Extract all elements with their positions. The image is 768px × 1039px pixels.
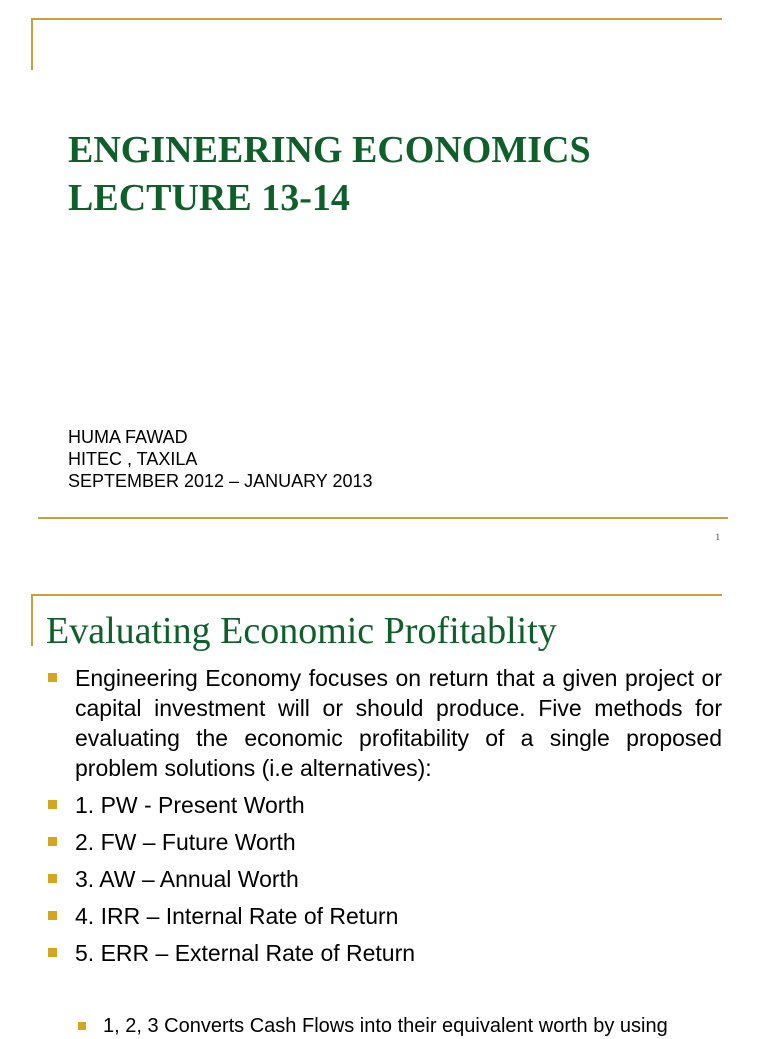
- square-bullet-icon: [48, 911, 57, 920]
- square-bullet-icon: [48, 800, 57, 809]
- title-line-1: ENGINEERING ECONOMICS: [68, 129, 591, 171]
- list-item-text: 4. IRR – Internal Rate of Return: [75, 903, 399, 929]
- list-item-text: Engineering Economy focuses on return that a given project or capital investment will or should produce. Five methods for evaluating the economic profitability of a single proposed problem solutions (i.e alternatives):: [75, 665, 722, 781]
- square-bullet-icon: [78, 1022, 86, 1030]
- left-border-line: [31, 594, 33, 646]
- sub-bullet: [76, 1013, 749, 1039]
- bottom-border-line: [38, 517, 728, 519]
- list-item: [46, 663, 722, 783]
- sub-bullet-text: 1, 2, 3 Converts Cash Flows into their equivalent worth by using: [103, 1015, 668, 1037]
- list-item: [46, 827, 722, 857]
- list-item: [46, 864, 722, 894]
- left-border-line: [31, 18, 33, 70]
- top-border-line: [32, 594, 722, 596]
- author-block: [68, 426, 373, 492]
- institution: HITEC , TAXILA: [68, 449, 198, 469]
- list-item-text: 5. ERR – External Rate of Return: [75, 940, 416, 966]
- author-name: HUMA FAWAD: [68, 427, 188, 447]
- slide-2: [0, 575, 768, 1037]
- square-bullet-icon: [48, 874, 57, 883]
- square-bullet-icon: [48, 673, 57, 682]
- slide-title: [68, 126, 591, 222]
- square-bullet-icon: [48, 837, 57, 846]
- title-line-2: LECTURE 13-14: [68, 177, 350, 219]
- list-item-text: 1. PW - Present Worth: [75, 792, 305, 818]
- square-bullet-icon: [48, 948, 57, 957]
- list-item: [46, 901, 722, 931]
- list-item-text: 2. FW – Future Worth: [75, 829, 296, 855]
- term-dates: SEPTEMBER 2012 – JANUARY 2013: [68, 471, 373, 491]
- page-number: 1: [715, 532, 720, 542]
- list-item: [46, 790, 722, 820]
- list-item-text: 3. AW – Annual Worth: [75, 866, 299, 892]
- list-item: [46, 938, 722, 968]
- bullet-list: [46, 663, 722, 975]
- slide-title: Evaluating Economic Profitablity: [46, 610, 557, 652]
- top-border-line: [32, 18, 722, 20]
